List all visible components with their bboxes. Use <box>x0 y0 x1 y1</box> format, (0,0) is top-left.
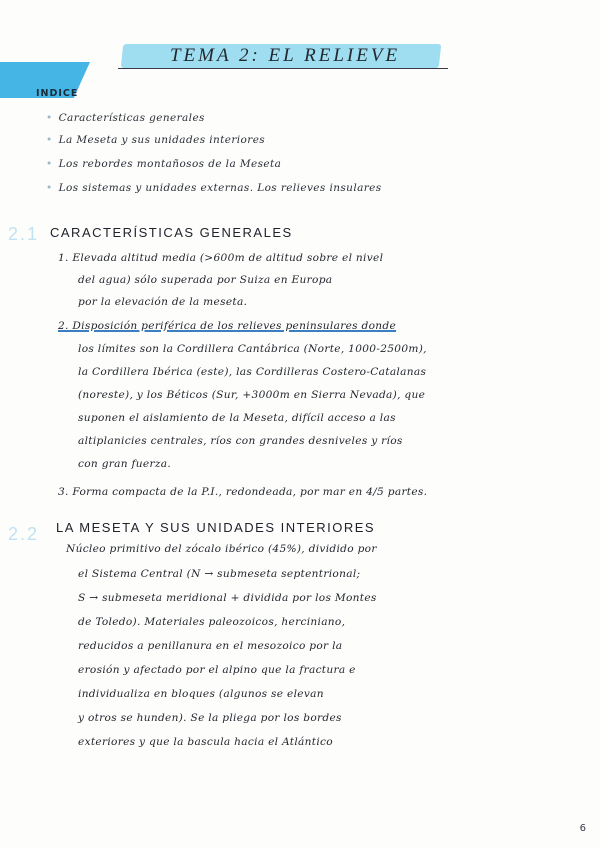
text-line: individualiza en bloques (algunos se elevan <box>78 688 324 700</box>
section-number: 2.2 <box>8 524 40 544</box>
text-line: el Sistema Central (N → submeseta septentrional; <box>78 568 361 580</box>
text-line: los límites son la Cordillera Cantábrica (Norte, 1000-2500m), <box>78 343 427 355</box>
index-item <box>46 112 205 124</box>
page-number: 6 <box>579 823 586 834</box>
text-line: suponen el aislamiento de la Meseta, difícil acceso a las <box>78 412 396 424</box>
bullet-icon: • <box>46 158 53 170</box>
title-underline <box>118 68 448 69</box>
text-line: reducidos a penillanura en el mesozoico por la <box>78 640 343 652</box>
index-item-text: Los rebordes montañosos de la Meseta <box>58 158 282 170</box>
text-line: Núcleo primitivo del zócalo ibérico (45%), dividido por <box>66 543 377 555</box>
text-line: 1. Elevada altitud media (>600m de altitud sobre el nivel <box>58 252 384 264</box>
index-item <box>46 134 265 146</box>
text-line: con gran fuerza. <box>78 458 171 470</box>
text-line: la Cordillera Ibérica (este), las Cordilleras Costero-Catalanas <box>78 366 427 378</box>
text-line: (noreste), y los Béticos (Sur, +3000m en Sierra Nevada), que <box>78 389 426 401</box>
bullet-icon: • <box>46 112 53 124</box>
index-item-text: Características generales <box>58 112 205 124</box>
bullet-icon: • <box>46 134 53 146</box>
section-title: LA MESETA Y SUS UNIDADES INTERIORES <box>56 520 376 535</box>
index-item-text: La Meseta y sus unidades interiores <box>58 134 266 146</box>
text-line: erosión y afectado por el alpino que la fractura e <box>78 664 356 676</box>
text-line: 3. Forma compacta de la P.I., redondeada, por mar en 4/5 partes. <box>58 486 428 498</box>
text-line: 2. Disposición periférica de los relieves peninsulares donde <box>58 320 397 332</box>
text-line: S → submeseta meridional + dividida por los Montes <box>78 592 377 604</box>
index-item <box>46 182 382 194</box>
index-label: INDICE <box>36 88 79 99</box>
text-line: y otros se hunden). Se la pliega por los bordes <box>78 712 342 724</box>
text-line: por la elevación de la meseta. <box>78 296 248 308</box>
index-item-text: Los sistemas y unidades externas. Los relieves insulares <box>58 182 382 194</box>
text-line: altiplanicies centrales, ríos con grandes desniveles y ríos <box>78 435 403 447</box>
index-item <box>46 158 281 170</box>
bullet-icon: • <box>46 182 53 194</box>
text-line: exteriores y que la bascula hacia el Atlántico <box>78 736 333 748</box>
section-title: CARACTERÍSTICAS GENERALES <box>50 225 293 240</box>
section-number: 2.1 <box>8 224 40 244</box>
page-title: TEMA 2: EL RELIEVE <box>169 45 401 66</box>
text-line: de Toledo). Materiales paleozoicos, herciniano, <box>78 616 346 628</box>
text-line: del agua) sólo superada por Suiza en Europa <box>78 274 333 286</box>
